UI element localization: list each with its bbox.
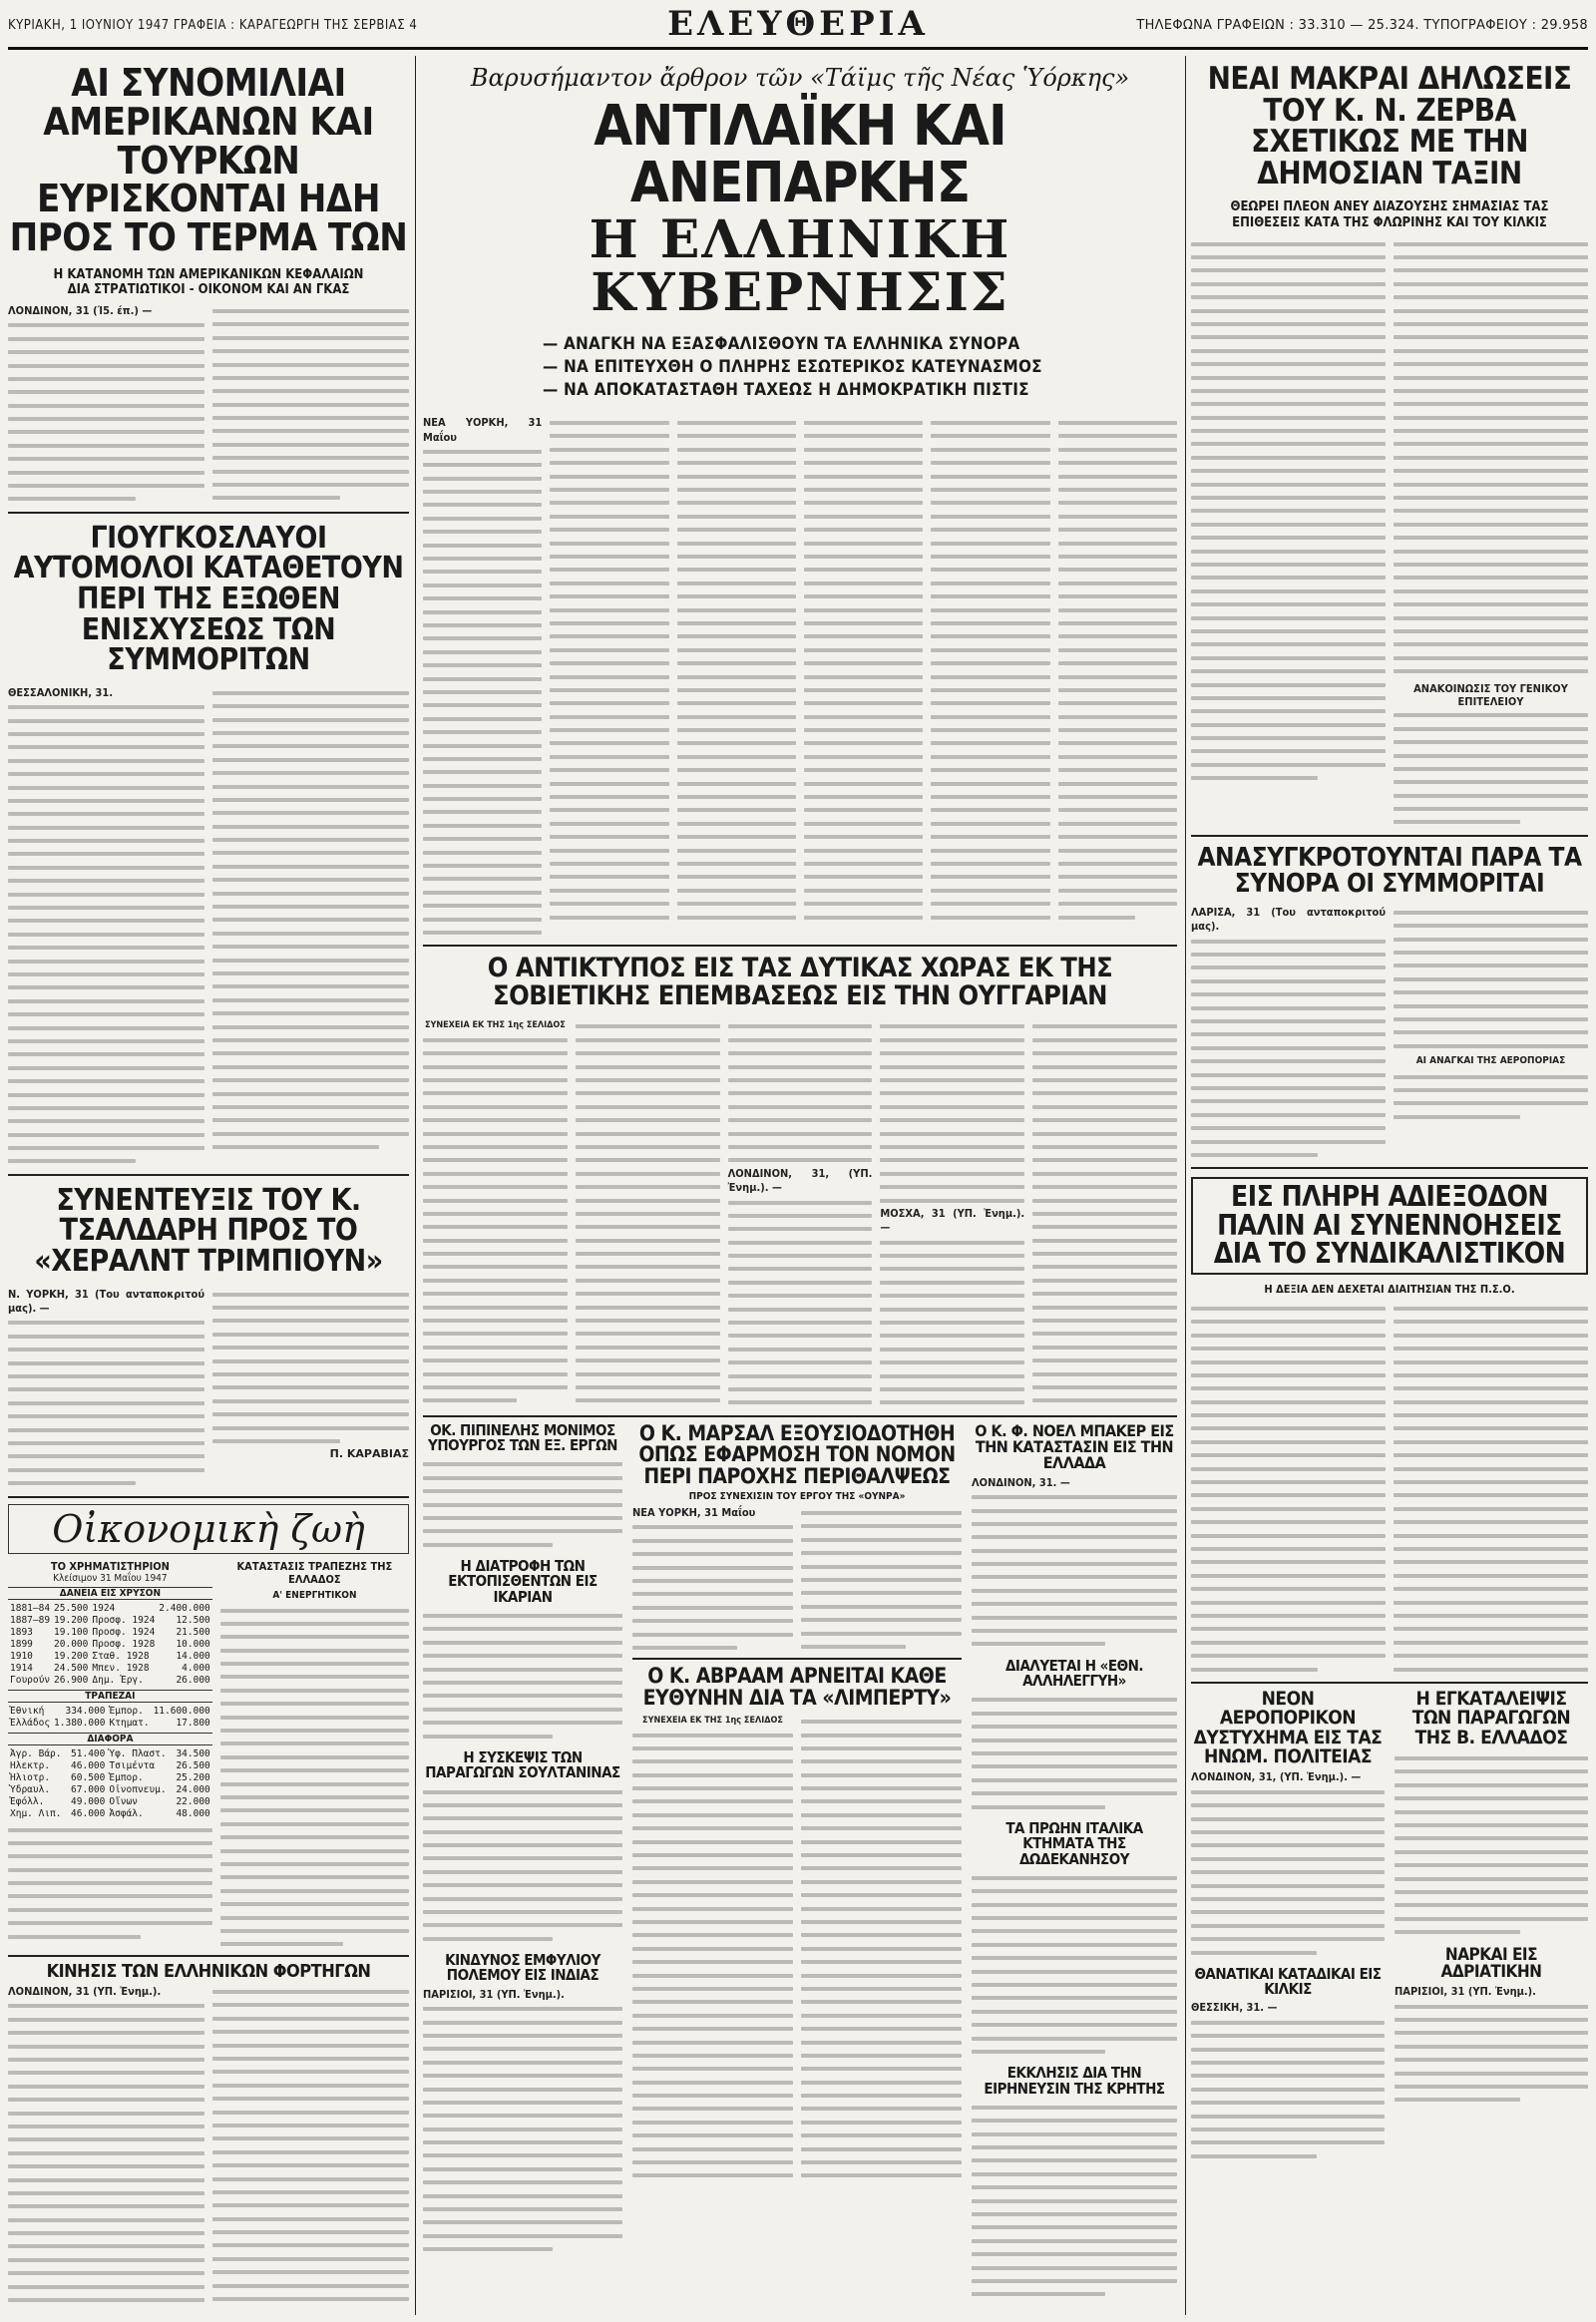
table-cell: 1899 [10, 1639, 33, 1651]
dateline: ΝΕΑ ΥΟΡΚΗ, 31 Μαΐου [423, 416, 543, 444]
table-cell: 17.800 [176, 1718, 210, 1730]
table-cell: 4.000 [182, 1663, 210, 1675]
main-headline-line1: ΑΝΤΙΛΑΪΚΗ ΚΑΙ ΑΝΕΠΑΡΚΗΣ [594, 94, 1006, 216]
table-cell: Ὑδραυλ. [10, 1784, 51, 1796]
banks-label: ΤΡΑΠΕΖΑΙ [8, 1690, 212, 1703]
table-cell: 1910 [10, 1651, 33, 1663]
table-cell: 51.400 [71, 1748, 106, 1760]
headline-marshall-relief: Ο Κ. ΜΑΡΣΑΛ ΕΞΟΥΣΙΟΔΟΤΗΘΗ ΟΠΩΣ ΕΦΑΡΜΟΣΗ ΤΟΝ ΝΟΜΟΝ ΠΕΡΙ ΠΑΡΟΧΗΣ ΠΕΡΙΘΑΛΨΕΩΣ [638, 1420, 956, 1488]
dateline: ΘΕΣΣΙΚΗ, 31. — [1191, 2001, 1278, 2015]
stock-exchange-title: ΤΟ ΧΡΗΜΑΤΙΣΤΗΡΙΟΝ [50, 1559, 170, 1573]
column-rule [415, 56, 416, 2315]
headline-abraham-liberty: Ο Κ. ΑΒΡΑΑΜ ΑΡΝΕΙΤΑΙ ΚΑΘΕ ΕΥΘΥΝΗΝ ΔΙΑ ΤΑ «ΛΙΜΠΕΡΤΥ» [642, 1664, 952, 1710]
table-row [8, 1760, 212, 1772]
table-cell: 48.000 [176, 1808, 210, 1820]
headline-national-solidarity: ΔΙΑΛΥΕΤΑΙ Η «ΕΘΝ. ΑΛΛΗΛΕΓΓΥΗ» [1004, 1656, 1144, 1691]
right-column-bottom [1191, 1687, 1588, 2162]
table-cell: 12.500 [176, 1615, 210, 1627]
headline-air-accident: ΝΕΟΝ ΑΕΡΟΠΟΡΙΚΟΝ ΔΥΣΤΥΧΗΜΑ ΕΙΣ ΤΑΣ ΗΝΩΜ. ΠΟΛΙΤΕΙΑΣ [1193, 1687, 1383, 1768]
article-tsaldaris-interview [8, 1288, 409, 1490]
table-cell: 334.000 [65, 1706, 106, 1718]
headline-india-civil-war: ΚΙΝΔΥΝΟΣ ΕΜΦΥΛΙΟΥ ΠΟΛΕΜΟΥ ΕΙΣ ΙΝΔΙΑΣ [445, 1951, 600, 1985]
table-row [8, 1651, 212, 1663]
dateline: ΠΑΡΙΣΙΟΙ, 31 (ΥΠ. Ἐνημ.). [423, 1987, 565, 2001]
table-cell: 1887—89 [10, 1615, 51, 1627]
table-cell: Ἐφόλλ. [10, 1796, 45, 1808]
table-row [8, 1663, 212, 1675]
section-rule [8, 512, 409, 514]
dateline: ΛΑΡΙΣΑ, 31 (Του ανταποκριτού μας). [1191, 905, 1386, 934]
table-cell: Ἑλλάδος [10, 1718, 51, 1730]
table-row [8, 1706, 212, 1718]
section-rule [423, 1415, 1177, 1417]
table-cell: Ὑφ. Πλαστ. [109, 1748, 167, 1760]
headline-zervas-statements: ΝΕΑΙ ΜΑΚΡΑΙ ΔΗΛΩΣΕΙΣ ΤΟΥ Κ. Ν. ΖΕΡΒΑ ΣΧΕΤΙΚΩΣ ΜΕ ΤΗΝ ΔΗΜΟΣΙΑΝ ΤΑΞΙΝ [1207, 61, 1572, 192]
dateline: ΘΕΣΣΑΛΟΝΙΚΗ, 31. [8, 685, 114, 699]
table-cell: 14.000 [176, 1651, 210, 1663]
dateline: ΜΟΣΧΑ, 31 (ΥΠ. Ἐνημ.). — [880, 1206, 1025, 1235]
subheadline-allocation: Η ΚΑΤΑΝΟΜΗ ΤΩΝ ΑΜΕΡΙΚΑΝΙΚΩΝ ΚΕΦΑΛΑΙΩΝ ΔΙΑ ΣΤΡΑΤΙΩΤΙΚΟΙ - ΟΙΚΟΝΟΜ ΚΑΙ ΑΝ ΓΚΑΣ [53, 266, 364, 298]
article-american-turkish [8, 304, 409, 506]
headline-northern-producers: Η ΕΓΚΑΤΑΛΕΙΨΙΣ ΤΩΝ ΠΑΡΑΓΩΓΩΝ ΤΗΣ Β. ΕΛΛΑΔΟΣ [1411, 1687, 1571, 1748]
headline-syndicalist-deadlock: ΕΙΣ ΠΛΗΡΗ ΑΔΙΕΞΟΔΟΝ ΠΑΛΙΝ ΑΙ ΣΥΝΕΝΝΟΗΣΕΙΣ ΔΙΑ ΤΟ ΣΥΝΔΙΚΑΛΙΣΤΙΚΟΝ [1213, 1180, 1566, 1271]
table-cell: 24.500 [54, 1663, 89, 1675]
headline-yugoslav-deserters: ΓΙΟΥΓΚΟΣΛΑΥΟΙ ΑΥΤΟΜΟΛΟΙ ΚΑΤΑΘΕΤΟΥΝ ΠΕΡΙ ΤΗΣ ΕΞΩΘΕΝ ΕΝΙΣΧΥΣΕΩΣ ΤΩΝ ΣΥΜΜΟΡΙΤΩΝ [13, 520, 404, 678]
dateline: ΛΟΝΔΙΝΟΝ, 31, (ΥΠ. Ἐνημ.). — [1191, 1770, 1362, 1784]
table-cell: 1881—84 [10, 1603, 51, 1615]
subheadline-right-rejects: Η ΔΕΞΙΑ ΔΕΝ ΔΕΧΕΤΑΙ ΔΙΑΙΤΗΣΙΑΝ ΤΗΣ Π.Σ.Ο. [1264, 1282, 1515, 1296]
center-bottom-right [972, 1420, 1177, 2301]
section-rule [8, 1955, 409, 1957]
headline-adriatic-mines: ΝΑΡΚΑΙ ΕΙΣ ΑΔΡΙΑΤΙΚΗΝ [1440, 1944, 1542, 1982]
masthead-phones: ΤΗΛΕΦΩΝΑ ΓΡΑΦΕΙΩΝ : 33.310 — 25.324. ΤΥΠΟΓΡΑΦΕΙΟΥ : 29.958 [1136, 18, 1588, 33]
table-cell: Τσιμέντα [109, 1760, 156, 1772]
kicker-nyt-article: Βαρυσήμαντον ἄρθρον τῶν «Τάϊμς τῆς Νέας Ὑόρκης» [470, 64, 1130, 92]
headline-death-sentences-kilkis: ΘΑΝΑΤΙΚΑΙ ΚΑΤΑΔΙΚΑΙ ΕΙΣ ΚΙΛΚΙΣ [1194, 1964, 1382, 1999]
section-rule [1191, 1682, 1588, 1684]
main-bullets [543, 333, 1177, 402]
table-row [8, 1718, 212, 1730]
table-cell: 26.000 [176, 1675, 210, 1687]
article-bandits [1191, 906, 1588, 1161]
table-cell: Σταθ. 1928 [92, 1651, 150, 1663]
dateline: ΛΟΝΔΙΝΟΝ, 31. — [972, 1475, 1070, 1489]
masthead-date-address: ΚΥΡΙΑΚΗ, 1 ΙΟΥΝΙΟΥ 1947 ΓΡΑΦΕΙΑ : ΚΑΡΑΓΕΩΡΓΗ ΤΗΣ ΣΕΡΒΙΑΣ 4 [8, 18, 418, 33]
headline-sultanina-producers: Η ΣΥΣΚΕΨΙΣ ΤΩΝ ΠΑΡΑΓΩΓΩΝ ΣΟΥΛΤΑΝΙΝΑΣ [425, 1747, 620, 1782]
table-cell: 19.200 [54, 1615, 89, 1627]
headline-dodecanese-estates: ΤΑ ΠΡΩΗΝ ΙΤΑΛΙΚΑ ΚΤΗΜΑΤΑ ΤΗΣ ΔΩΔΕΚΑΝΗΣΟΥ [1005, 1818, 1143, 1868]
table-cell: Προσφ. 1928 [92, 1639, 156, 1651]
table-row [8, 1808, 212, 1820]
section-rule [8, 1174, 409, 1176]
section-rule [1191, 835, 1588, 837]
table-cell: Ἐθνική [10, 1706, 45, 1718]
table-cell: 26.500 [176, 1760, 210, 1772]
table-row [8, 1772, 212, 1784]
table-row [8, 1748, 212, 1760]
table-cell: Γουρούν [10, 1675, 51, 1687]
center-bottom-middle [632, 1420, 962, 2301]
table-cell: 21.500 [176, 1627, 210, 1639]
table-cell: 24.000 [176, 1784, 210, 1796]
center-bottom-left [423, 1420, 622, 2301]
headline-pipinelis: ΟΚ. ΠΙΠΙΝΕΛΗΣ ΜΟΝΙΜΟΣ ΥΠΟΥΡΓΟΣ ΤΩΝ ΕΞ. ΕΡΓΩΝ [428, 1420, 617, 1455]
table-cell: 25.200 [176, 1772, 210, 1784]
table-cell: Ἐμπορ. [109, 1772, 144, 1784]
section-rule [423, 945, 1177, 947]
section-rule [8, 1496, 409, 1498]
article-hungary [423, 1019, 1177, 1408]
stock-exchange-date: Κλείσιμον 31 Μαΐου 1947 [53, 1572, 168, 1584]
general-staff-announcement: ΑΝΑΚΟΙΝΩΣΙΣ ΤΟΥ ΓΕΝΙΚΟΥ ΕΠΙΤΕΛΕΙΟΥ [1413, 681, 1568, 708]
bank-of-greece-title: ΚΑΤΑΣΤΑΣΙΣ ΤΡΑΠΕΖΗΣ ΤΗΣ ΕΛΛΑΔΟΣ [236, 1559, 393, 1586]
continuation-note: ΣΥΝΕΧΕΙΑ ΕΚ ΤΗΣ 1ης ΣΕΛΙΔΟΣ [424, 1020, 566, 1031]
dateline: Ν. ΥΟΡΚΗ, 31 (Του ανταποκριτού μας). — [8, 1287, 204, 1316]
table-cell: Ἠλιοτρ. [10, 1772, 51, 1784]
headline-ikaria-exiles: Η ΔΙΑΤΡΟΦΗ ΤΩΝ ΕΚΤΟΠΙΣΘΕΝΤΩΝ ΕΙΣ ΙΚΑΡΙΑΝ [448, 1557, 598, 1606]
dateline: ΛΟΝΔΙΝΟΝ, 31, (ΥΠ. Ἐνημ.). — [727, 1166, 873, 1195]
misc-table [8, 1748, 212, 1820]
left-column [8, 58, 409, 2314]
table-cell: 26.900 [54, 1675, 89, 1687]
article-syndicalist [1191, 1302, 1588, 1676]
bullet-pacification: — ΝΑ ΕΠΙΤΕΥΧΘΗ Ο ΠΛΗΡΗΣ ΕΣΩΤΕΡΙΚΟΣ ΚΑΤΕΥΝΑΣΜΟΣ [543, 357, 1042, 378]
table-cell: Προσφ. 1924 [92, 1627, 156, 1639]
table-cell: Χημ. Λιπ. [10, 1808, 62, 1820]
table-row [8, 1675, 212, 1687]
table-cell: 25.500 [54, 1603, 89, 1615]
headline-greek-freighters: ΚΙΝΗΣΙΣ ΤΩΝ ΕΛΛΗΝΙΚΩΝ ΦΟΡΤΗΓΩΝ [46, 1960, 371, 1982]
continuation-note: ΣΥΝΕΧΕΙΑ ΕΚ ΤΗΣ 1ης ΣΕΛΙΔΟΣ [642, 1716, 783, 1727]
table-cell: 1.380.000 [54, 1718, 106, 1730]
dateline: ΠΑΡΙΣΙΟΙ, 31 (ΥΠ. Ἐνημ.). [1395, 1985, 1536, 1999]
table-row [8, 1603, 212, 1615]
table-cell: 11.600.000 [153, 1706, 210, 1718]
headline-american-turkish-talks: ΑΙ ΣΥΝΟΜΙΛΙΑΙ ΑΜΕΡΙΚΑΝΩΝ ΚΑΙ ΤΟΥΡΚΩΝ ΕΥΡΙΣΚΟΝΤΑΙ ΗΔΗ ΠΡΟΣ ΤΟ ΤΕΡΜΑ ΤΩΝ [9, 61, 408, 259]
assets-label: Α' ΕΝΕΡΓΗΤΙΚΟΝ [272, 1589, 357, 1601]
table-cell: Δημ. Ἐργ. [92, 1675, 144, 1687]
table-cell: 19.200 [54, 1651, 89, 1663]
column-rule [1185, 56, 1186, 2315]
table-cell: Ἐμπορ. [109, 1706, 144, 1718]
table-cell: Μπεν. 1928 [92, 1663, 150, 1675]
table-cell: Ἀγρ. Βάρ. [10, 1748, 62, 1760]
headline-bandits-regroup: ΑΝΑΣΥΓΚΡΟΤΟΥΝΤΑΙ ΠΑΡΑ ΤΑ ΣΥΝΟΡΑ ΟΙ ΣΥΜΜΟΡΙΤΑΙ [1197, 842, 1582, 900]
table-cell: 1893 [10, 1627, 33, 1639]
center-bottom [423, 1420, 1177, 2301]
headline-crete-appeal: ΕΚΚΛΗΣΙΣ ΔΙΑ ΤΗΝ ΕΙΡΗΝΕΥΣΙΝ ΤΗΣ ΚΡΗΤΗΣ [984, 2064, 1165, 2098]
table-cell: 22.000 [176, 1796, 210, 1808]
table-cell: 20.000 [54, 1639, 89, 1651]
right-column [1191, 58, 1588, 2314]
gold-loans-label: ΔΑΝΕΙΑ ΕΙΣ ΧΡΥΣΟΝ [8, 1587, 212, 1600]
dateline: ΛΟΝΔΙΝΟΝ, 31 (ΥΠ. Ἐνημ.). [8, 1985, 162, 1999]
subheadline-unrra: ΠΡΟΣ ΣΥΝΕΧΙΣΙΝ ΤΟΥ ΕΡΓΟΥ ΤΗΣ «ΟΥΝΡΑ» [688, 1491, 906, 1502]
article-yugoslav-deserters [8, 686, 409, 1168]
table-cell: 67.000 [71, 1784, 106, 1796]
table-row [8, 1627, 212, 1639]
dateline: ΛΟΝΔΙΝΟΝ, 31 (Ί5. έπ.) — [8, 303, 153, 317]
table-cell: Κτηματ. [109, 1718, 150, 1730]
dateline: ΝΕΑ ΥΟΡΚΗ, 31 Μαΐου [632, 1506, 756, 1519]
headline-hungary-intervention: Ο ΑΝΤΙΚΤΥΠΟΣ ΕΙΣ ΤΑΣ ΔΥΤΙΚΑΣ ΧΩΡΑΣ ΕΚ ΤΗΣ ΣΟΒΙΕΤΙΚΗΣ ΕΠΕΜΒΑΣΕΩΣ ΕΙΣ ΤΗΝ ΟΥΓΓΑΡΙΑΝ [487, 953, 1113, 1011]
center-section [423, 58, 1177, 2314]
newspaper-title: ΕΛΕΥΘΕΡΙΑ [667, 4, 929, 44]
table-cell: 34.500 [176, 1748, 210, 1760]
table-row [8, 1796, 212, 1808]
table-row [8, 1615, 212, 1627]
table-cell: Ἀσφάλ. [109, 1808, 144, 1820]
main-article [423, 416, 1177, 939]
section-rule [1191, 1167, 1588, 1169]
table-cell: 46.000 [71, 1760, 106, 1772]
table-cell: Οἴνων [109, 1796, 138, 1808]
table-cell: Ηλεκτρ. [10, 1760, 51, 1772]
article-greek-freighters [8, 1985, 409, 2306]
article-marshall [632, 1506, 962, 1654]
table-cell: 49.000 [71, 1796, 106, 1808]
main-headline-line2: Η ΕΛΛΗΝΙΚΗ ΚΥΒΕΡΝΗΣΙΣ [589, 209, 1011, 324]
headline-noel-baker: Ο Κ. Φ. ΝΟΕΛ ΜΠΑΚΕΡ ΕΙΣ ΤΗΝ ΚΑΤΑΣΤΑΣΙΝ ΕΙΣ ΤΗΝ ΕΛΛΑΔΑ [975, 1420, 1174, 1473]
table-cell: 2.400.000 [159, 1603, 210, 1615]
air-force-needs: ΑΙ ΑΝΑΓΚΑΙ ΤΗΣ ΑΕΡΟΠΟΡΙΑΣ [1415, 1055, 1566, 1067]
economic-life-heading: Οἰκονομικὴ ζωὴ [8, 1504, 409, 1554]
subheadline-florina-kilkis: ΘΕΩΡΕΙ ΠΛΕΟΝ ΑΝΕΥ ΔΙΑΖΟΥΣΗΣ ΣΗΜΑΣΙΑΣ ΤΑΣ ΕΠΙΘΕΣΕΙΣ ΚΑΤΑ ΤΗΣ ΦΛΩΡΙΝΗΣ ΚΑΙ ΤΟΥ ΚΙΛΚΙΣ [1230, 199, 1549, 231]
market-section [8, 1560, 409, 1951]
gold-loans-table [8, 1603, 212, 1687]
bullet-borders: — ΑΝΑΓΚΗ ΝΑ ΕΞΑΣΦΑΛΙΣΘΟΥΝ ΤΑ ΕΛΛΗΝΙΚΑ ΣΥΝΟΡΑ [543, 334, 1020, 355]
table-cell: 1924 [92, 1603, 116, 1615]
table-cell: 10.000 [176, 1639, 210, 1651]
misc-label: ΔΙΑΦΟΡΑ [8, 1733, 212, 1745]
table-cell: Προσφ. 1924 [92, 1615, 156, 1627]
section-rule [632, 1658, 962, 1660]
table-row [8, 1639, 212, 1651]
table-cell: 1914 [10, 1663, 33, 1675]
table-cell: 19.100 [54, 1627, 89, 1639]
bullet-democracy: — ΝΑ ΑΠΟΚΑΤΑΣΤΑΘΗ ΤΑΧΕΩΣ Η ΔΗΜΟΚΡΑΤΙΚΗ ΠΙΣΤΙΣ [543, 380, 1029, 401]
headline-tsaldaris-interview: ΣΥΝΕΝΤΕΥΞΙΣ ΤΟΥ Κ. ΤΣΑΛΔΑΡΗ ΠΡΟΣ ΤΟ «ΧΕΡΑΛΝΤ ΤΡΙΜΠΙΟΥΝ» [34, 1182, 383, 1280]
article-zervas [1191, 237, 1588, 829]
author-signature: Π. ΚΑΡΑΒΙΑΣ [329, 1447, 409, 1461]
article-abraham [632, 1715, 962, 2182]
box-syndicalist [1191, 1177, 1588, 1275]
masthead [8, 6, 1588, 50]
table-cell: 60.500 [71, 1772, 106, 1784]
table-cell: Οἰνοπνευμ. [109, 1784, 167, 1796]
table-row [8, 1784, 212, 1796]
table-cell: 46.000 [71, 1808, 106, 1820]
banks-table [8, 1706, 212, 1730]
